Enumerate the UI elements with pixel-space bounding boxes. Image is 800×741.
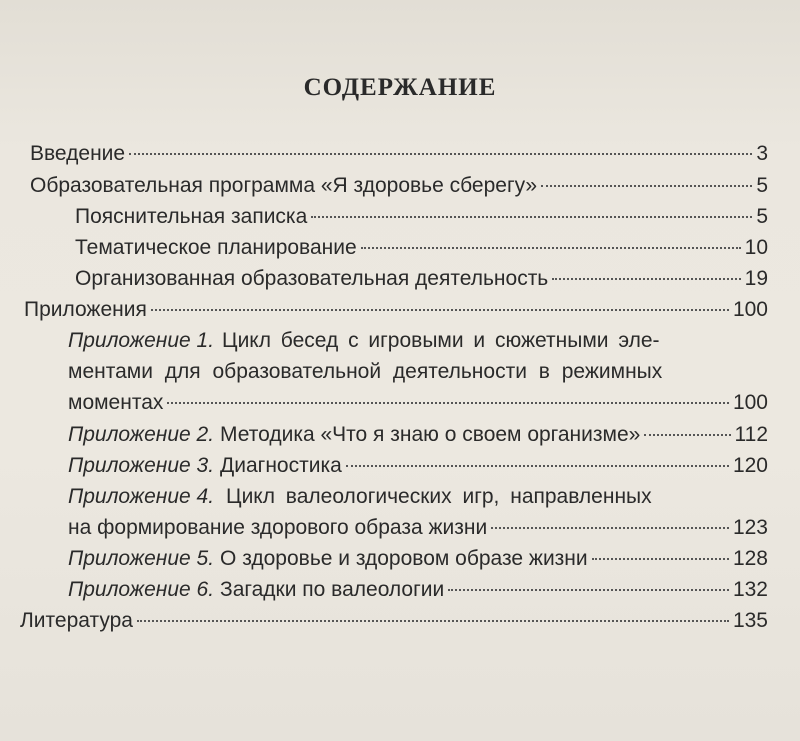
toc-label: Методика «Что я знаю о своем организме» (220, 423, 641, 446)
toc-page-number: 120 (732, 454, 768, 477)
toc-label: Пояснительная записка (75, 205, 308, 228)
toc-page-number: 10 (744, 236, 768, 259)
toc-page-number: 5 (756, 174, 768, 197)
toc-entry-app3 (68, 451, 768, 481)
toc-entry-app1-line1 (68, 326, 768, 356)
toc-entry-planning (75, 233, 768, 263)
toc-page-number: 19 (744, 267, 768, 290)
toc-entry-program (30, 171, 768, 201)
dot-leader (491, 527, 729, 529)
toc-appendix-prefix: Приложение 1. (68, 329, 215, 352)
dot-leader (311, 216, 752, 218)
toc-label: моментах (68, 391, 164, 414)
dot-leader (552, 278, 740, 280)
toc-label: Диагностика (220, 454, 342, 477)
toc-entry-activity (75, 264, 768, 294)
toc-label: Тематическое планирование (75, 236, 357, 259)
toc-entry-app4-line1 (68, 482, 768, 512)
toc-entry-intro (30, 139, 768, 169)
toc-appendix-prefix: Приложение 4. (68, 485, 215, 508)
toc-entry-app2 (68, 420, 768, 450)
page-title: СОДЕРЖАНИЕ (303, 74, 497, 101)
toc-page-number: 100 (732, 298, 768, 321)
dot-leader (592, 558, 729, 560)
toc-entry-app4-line2 (68, 513, 768, 543)
toc-label: Образовательная программа «Я здоровье сберегу» (30, 174, 538, 197)
toc-entry-app5 (68, 544, 768, 574)
toc-appendix-prefix: Приложение 5. (68, 547, 215, 570)
toc-label: Литература (20, 609, 133, 632)
dot-leader (167, 402, 729, 404)
toc-entry-note (75, 202, 768, 232)
toc-appendix-prefix: Приложение 2. (68, 423, 215, 446)
toc-page-number: 3 (756, 142, 768, 165)
dot-leader (644, 434, 730, 436)
toc-page-number: 135 (732, 609, 768, 632)
toc-entry-app1-line2 (68, 357, 768, 387)
dot-leader (151, 309, 729, 311)
toc-label: Цикл валеологических игр, направленных (226, 485, 652, 508)
toc-appendix-prefix: Приложение 3. (68, 454, 215, 477)
toc-page-number: 123 (732, 516, 768, 539)
dot-leader (346, 465, 729, 467)
toc-entry-app1-line3 (68, 388, 768, 418)
toc-entry-appendices (24, 295, 768, 325)
toc-label: Загадки по валеологии (220, 578, 445, 601)
toc-page-number: 132 (732, 578, 768, 601)
toc-appendix-prefix: Приложение 6. (68, 578, 215, 601)
toc-page-number: 100 (732, 391, 768, 414)
toc-label: О здоровье и здоровом образе жизни (220, 547, 588, 570)
toc-page-number: 112 (734, 423, 768, 446)
toc-label: Организованная образовательная деятельность (75, 267, 549, 290)
toc-entry-literature (20, 606, 768, 636)
toc-page-number: 5 (756, 205, 768, 228)
dot-leader (541, 185, 752, 187)
toc-label: Введение (30, 142, 126, 165)
toc-label: ментами для образовательной деятельности в режимных (68, 360, 663, 383)
toc-entry-app6 (68, 575, 768, 605)
dot-leader (361, 247, 741, 249)
toc-label: Приложения (24, 298, 147, 321)
toc-page-number: 128 (732, 547, 768, 570)
dot-leader (129, 153, 752, 155)
toc-label: на формирование здорового образа жизни (68, 516, 488, 539)
dot-leader (137, 620, 729, 622)
toc-label: Цикл бесед с игровыми и сюжетными эле- (222, 329, 660, 352)
dot-leader (448, 589, 729, 591)
